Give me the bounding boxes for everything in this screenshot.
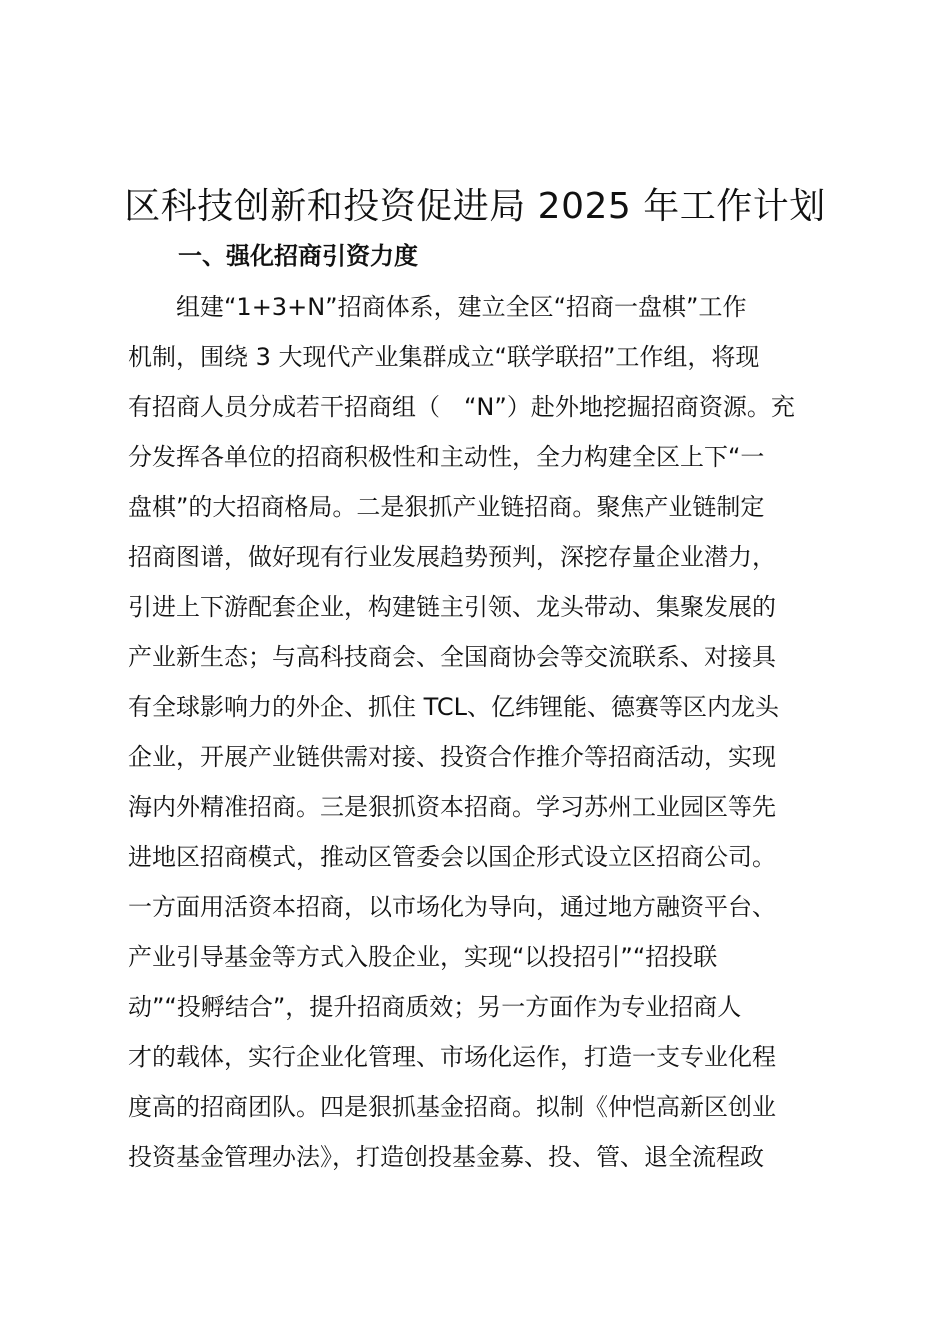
- body-paragraph: [128, 282, 838, 1182]
- paragraph-line: 进地区招商模式，推动区管委会以国企形式设立区招商公司。: [128, 843, 776, 871]
- section-heading: 一、强化招商引资力度: [178, 242, 418, 270]
- paragraph-line: 招商图谱，做好现有行业发展趋势预判，深挖存量企业潜力，: [128, 543, 776, 571]
- paragraph-line: 机制，围绕 3 大现代产业集群成立“联学联招”工作组，将现: [128, 343, 760, 371]
- paragraph-line: 组建“1+3+N”招商体系，建立全区“招商一盘棋”工作: [176, 293, 747, 321]
- paragraph-line: 企业，开展产业链供需对接、投资合作推介等招商活动，实现: [128, 743, 776, 771]
- paragraph-line: 度高的招商团队。四是狠抓基金招商。拟制《仲恺高新区创业: [128, 1093, 776, 1121]
- paragraph-line: 引进上下游配套企业，构建链主引领、龙头带动、集聚发展的: [128, 593, 776, 621]
- paragraph-line: 产业引导基金等方式入股企业，实现“以投招引”“招投联: [128, 943, 718, 971]
- paragraph-line: 投资基金管理办法》，打造创投基金募、投、管、退全流程政: [128, 1143, 764, 1171]
- paragraph-line: 有招商人员分成若干招商组（ “N”）赴外地挖掘招商资源。充: [128, 393, 795, 421]
- paragraph-line: 动”“投孵结合”，提升招商质效；另一方面作为专业招商人: [128, 993, 742, 1021]
- paragraph-line: 海内外精准招商。三是狠抓资本招商。学习苏州工业园区等先: [128, 793, 776, 821]
- paragraph-line: 盘棋”的大招商格局。二是狠抓产业链招商。聚焦产业链制定: [128, 493, 765, 521]
- paragraph-line: 有全球影响力的外企、抓住 TCL、亿纬锂能、德赛等区内龙头: [128, 693, 780, 721]
- document-title: 区科技创新和投资促进局 2025 年工作计划: [124, 186, 826, 227]
- paragraph-line: 产业新生态；与高科技商会、全国商协会等交流联系、对接具: [128, 643, 776, 671]
- paragraph-line: 一方面用活资本招商，以市场化为导向，通过地方融资平台、: [128, 893, 776, 921]
- paragraph-line: 才的载体，实行企业化管理、市场化运作，打造一支专业化程: [128, 1043, 776, 1071]
- paragraph-line: 分发挥各单位的招商积极性和主动性，全力构建全区上下“一: [128, 443, 765, 471]
